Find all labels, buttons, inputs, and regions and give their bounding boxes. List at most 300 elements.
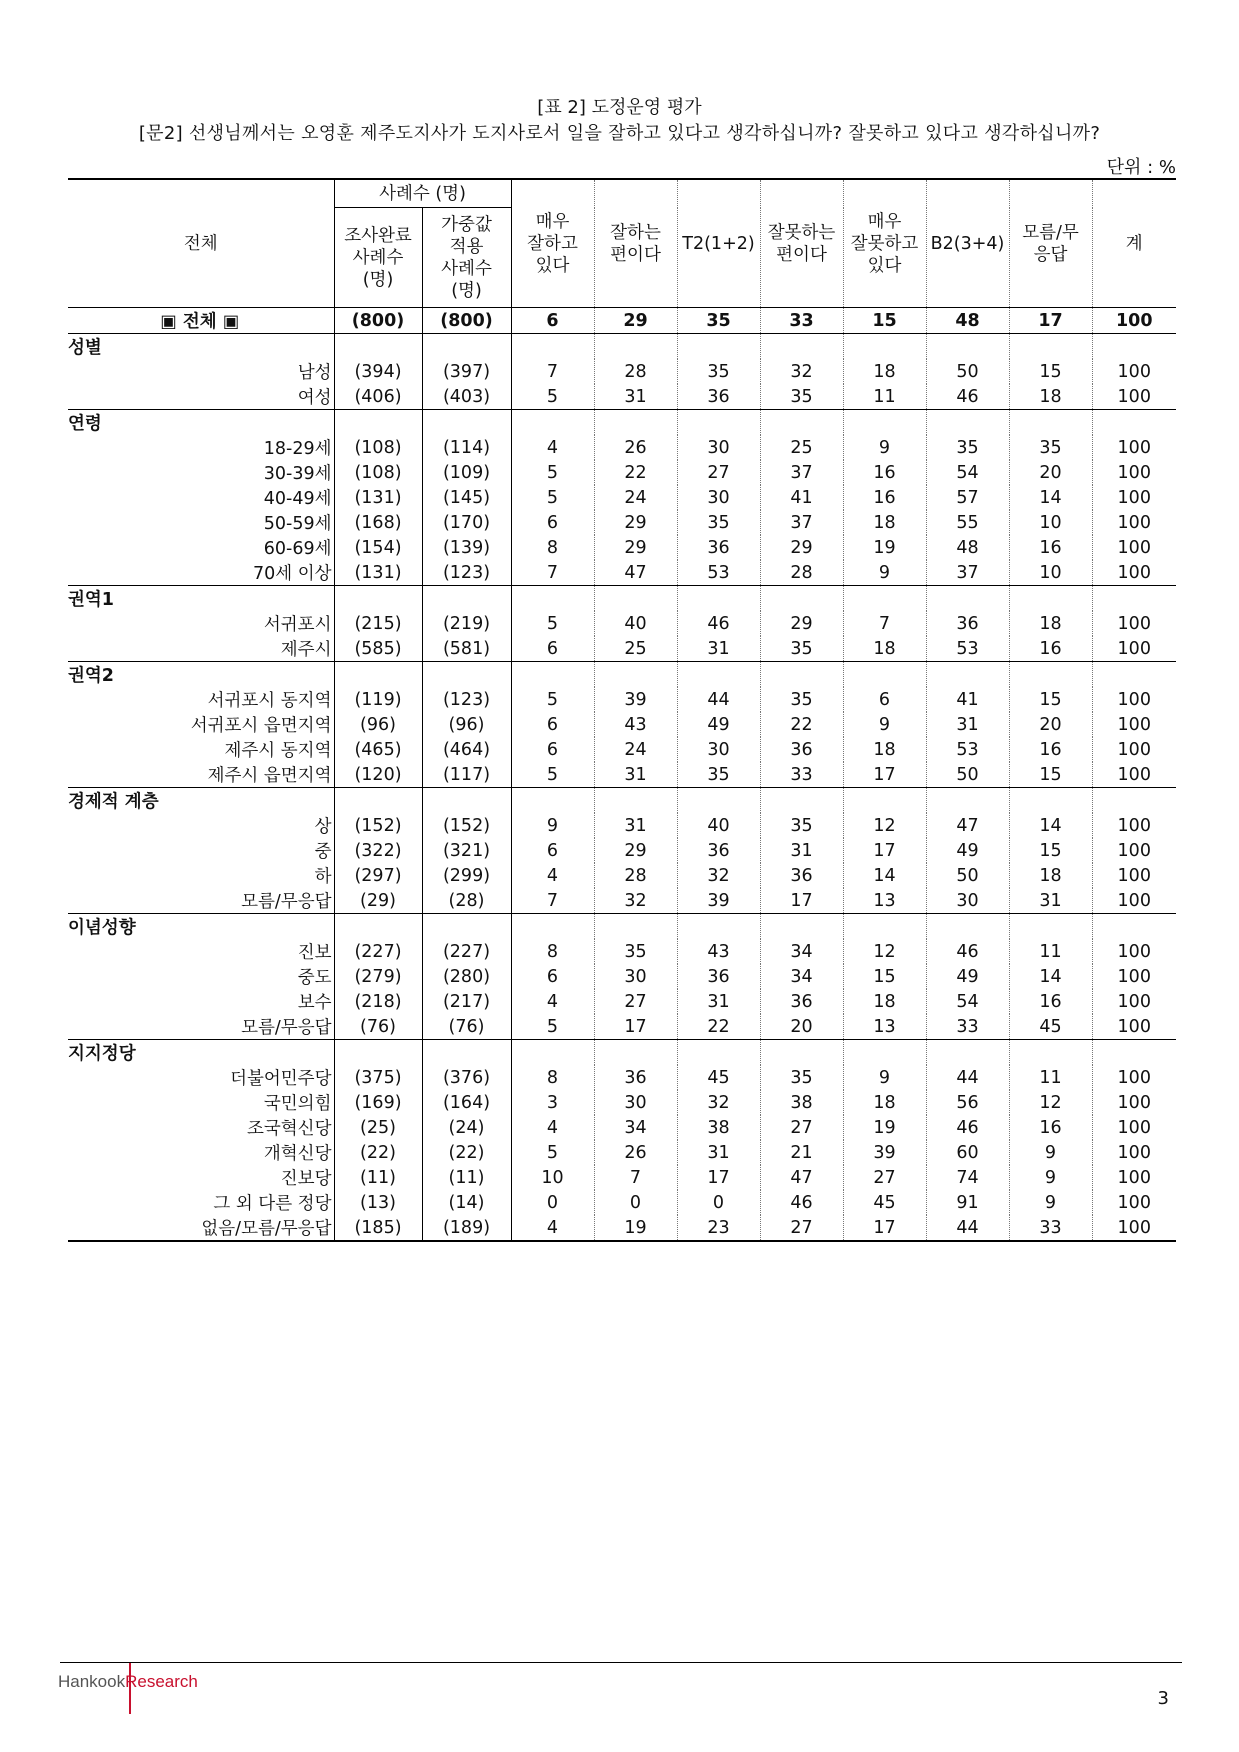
value-cell: 23 <box>677 1215 760 1241</box>
weighted-cases-cell: (581) <box>422 636 511 662</box>
table-row <box>68 535 1176 560</box>
completed-cases-cell: (76) <box>334 1014 422 1040</box>
weighted-cases-cell: (117) <box>422 762 511 788</box>
group-label: 경제적 계층 <box>68 788 334 814</box>
empty-cell <box>334 410 422 436</box>
value-cell: 54 <box>926 989 1009 1014</box>
value-cell: 45 <box>677 1065 760 1090</box>
value-cell: 30 <box>594 1090 677 1115</box>
value-cell: 7 <box>511 888 594 914</box>
value-cell: 4 <box>511 863 594 888</box>
value-cell: 100 <box>1092 1065 1176 1090</box>
value-cell: 100 <box>1092 1165 1176 1190</box>
value-cell: 4 <box>511 989 594 1014</box>
value-cell: 35 <box>677 359 760 384</box>
empty-cell <box>843 1040 926 1066</box>
table-row <box>68 485 1176 510</box>
value-cell: 21 <box>760 1140 843 1165</box>
group-label: 권역1 <box>68 586 334 612</box>
value-cell: 53 <box>926 636 1009 662</box>
value-cell: 38 <box>760 1090 843 1115</box>
value-cell: 100 <box>1092 1090 1176 1115</box>
value-cell: 100 <box>1092 989 1176 1014</box>
weighted-cases-cell: (170) <box>422 510 511 535</box>
weighted-cases-cell: (189) <box>422 1215 511 1241</box>
empty-cell <box>511 788 594 814</box>
value-cell: 57 <box>926 485 1009 510</box>
value-cell: 0 <box>677 1190 760 1215</box>
value-cell: 20 <box>1009 712 1092 737</box>
value-cell: 41 <box>760 485 843 510</box>
value-cell: 33 <box>760 308 843 334</box>
value-cell: 5 <box>511 1140 594 1165</box>
empty-cell <box>677 1040 760 1066</box>
weighted-cases-cell: (28) <box>422 888 511 914</box>
group-row <box>68 334 1176 360</box>
value-cell: 14 <box>1009 485 1092 510</box>
completed-cases-cell: (297) <box>334 863 422 888</box>
value-cell: 100 <box>1092 535 1176 560</box>
value-cell: 19 <box>843 535 926 560</box>
value-cell: 17 <box>677 1165 760 1190</box>
weighted-cases-cell: (464) <box>422 737 511 762</box>
value-cell: 46 <box>926 384 1009 410</box>
value-cell: 27 <box>677 460 760 485</box>
empty-cell <box>1009 586 1092 612</box>
header-col: 매우 잘하고 있다 <box>511 179 594 308</box>
empty-cell <box>422 410 511 436</box>
empty-cell <box>926 662 1009 688</box>
value-cell: 15 <box>1009 762 1092 788</box>
completed-cases-cell: (29) <box>334 888 422 914</box>
table-row <box>68 384 1176 410</box>
value-cell: 49 <box>926 838 1009 863</box>
row-label: 중도 <box>297 968 332 988</box>
value-cell: 17 <box>1009 308 1092 334</box>
weighted-cases-cell: (299) <box>422 863 511 888</box>
value-cell: 18 <box>843 737 926 762</box>
value-cell: 5 <box>511 460 594 485</box>
value-cell: 4 <box>511 435 594 460</box>
value-cell: 47 <box>594 560 677 586</box>
completed-cases-cell: (120) <box>334 762 422 788</box>
empty-cell <box>334 662 422 688</box>
value-cell: 5 <box>511 485 594 510</box>
weighted-cases-cell: (22) <box>422 1140 511 1165</box>
company-logo <box>58 1672 198 1692</box>
value-cell: 46 <box>926 1115 1009 1140</box>
value-cell: 20 <box>1009 460 1092 485</box>
value-cell: 31 <box>677 636 760 662</box>
value-cell: 9 <box>1009 1165 1092 1190</box>
value-cell: 15 <box>1009 838 1092 863</box>
value-cell: 26 <box>594 1140 677 1165</box>
value-cell: 100 <box>1092 939 1176 964</box>
value-cell: 35 <box>760 813 843 838</box>
value-cell: 25 <box>594 636 677 662</box>
value-cell: 6 <box>511 510 594 535</box>
value-cell: 34 <box>594 1115 677 1140</box>
value-cell: 16 <box>1009 989 1092 1014</box>
value-cell: 48 <box>926 535 1009 560</box>
row-label: 18-29세 <box>263 439 332 459</box>
value-cell: 18 <box>843 359 926 384</box>
group-row <box>68 914 1176 940</box>
completed-cases-cell: (322) <box>334 838 422 863</box>
value-cell: 29 <box>594 308 677 334</box>
value-cell: 31 <box>594 384 677 410</box>
completed-cases-cell: (465) <box>334 737 422 762</box>
completed-cases-cell: (25) <box>334 1115 422 1140</box>
value-cell: 35 <box>677 762 760 788</box>
value-cell: 9 <box>843 712 926 737</box>
empty-cell <box>1092 334 1176 360</box>
value-cell: 46 <box>926 939 1009 964</box>
value-cell: 10 <box>1009 510 1092 535</box>
empty-cell <box>1092 662 1176 688</box>
empty-cell <box>511 662 594 688</box>
value-cell: 32 <box>677 1090 760 1115</box>
value-cell: 100 <box>1092 712 1176 737</box>
empty-cell <box>511 586 594 612</box>
value-cell: 27 <box>760 1115 843 1140</box>
value-cell: 100 <box>1092 435 1176 460</box>
value-cell: 100 <box>1092 1014 1176 1040</box>
completed-cases-cell: (215) <box>334 611 422 636</box>
value-cell: 28 <box>594 863 677 888</box>
value-cell: 18 <box>1009 863 1092 888</box>
row-label: 모름/무응답 <box>241 1018 332 1038</box>
empty-cell <box>926 410 1009 436</box>
table-body <box>68 308 1176 1242</box>
value-cell: 100 <box>1092 1140 1176 1165</box>
weighted-cases-cell: (800) <box>422 308 511 334</box>
empty-cell <box>926 586 1009 612</box>
empty-cell <box>843 914 926 940</box>
value-cell: 35 <box>677 510 760 535</box>
value-cell: 29 <box>760 611 843 636</box>
table-row <box>68 813 1176 838</box>
completed-cases-cell: (131) <box>334 485 422 510</box>
value-cell: 100 <box>1092 813 1176 838</box>
empty-cell <box>760 586 843 612</box>
value-cell: 31 <box>594 762 677 788</box>
value-cell: 100 <box>1092 359 1176 384</box>
unit-label: 단위 : % <box>1106 157 1176 178</box>
empty-cell <box>1092 914 1176 940</box>
header-col: 매우 잘못하고 있다 <box>843 179 926 308</box>
value-cell: 31 <box>760 838 843 863</box>
footer-rule <box>60 1662 1182 1663</box>
value-cell: 14 <box>843 863 926 888</box>
weighted-cases-cell: (152) <box>422 813 511 838</box>
empty-cell <box>594 662 677 688</box>
value-cell: 44 <box>926 1215 1009 1241</box>
weighted-cases-cell: (114) <box>422 435 511 460</box>
value-cell: 28 <box>760 560 843 586</box>
value-cell: 18 <box>1009 611 1092 636</box>
value-cell: 25 <box>760 435 843 460</box>
completed-cases-cell: (800) <box>334 308 422 334</box>
value-cell: 7 <box>511 359 594 384</box>
value-cell: 39 <box>843 1140 926 1165</box>
value-cell: 48 <box>926 308 1009 334</box>
value-cell: 40 <box>594 611 677 636</box>
value-cell: 40 <box>677 813 760 838</box>
value-cell: 31 <box>677 1140 760 1165</box>
row-label: 조국혁신당 <box>246 1119 332 1139</box>
table-row <box>68 1090 1176 1115</box>
value-cell: 8 <box>511 535 594 560</box>
completed-cases-cell: (185) <box>334 1215 422 1241</box>
empty-cell <box>1009 914 1092 940</box>
value-cell: 49 <box>677 712 760 737</box>
empty-cell <box>1009 1040 1092 1066</box>
total-row <box>68 308 1176 334</box>
value-cell: 14 <box>1009 813 1092 838</box>
value-cell: 33 <box>926 1014 1009 1040</box>
value-cell: 53 <box>677 560 760 586</box>
value-cell: 100 <box>1092 485 1176 510</box>
value-cell: 16 <box>1009 535 1092 560</box>
value-cell: 100 <box>1092 308 1176 334</box>
row-label: 서귀포시 <box>263 615 332 635</box>
value-cell: 46 <box>677 611 760 636</box>
value-cell: 26 <box>594 435 677 460</box>
weighted-cases-cell: (109) <box>422 460 511 485</box>
empty-cell <box>594 914 677 940</box>
value-cell: 0 <box>594 1190 677 1215</box>
weighted-cases-cell: (376) <box>422 1065 511 1090</box>
completed-cases-cell: (11) <box>334 1165 422 1190</box>
empty-cell <box>334 334 422 360</box>
value-cell: 9 <box>1009 1190 1092 1215</box>
value-cell: 55 <box>926 510 1009 535</box>
value-cell: 5 <box>511 1014 594 1040</box>
empty-cell <box>760 1040 843 1066</box>
row-label: 제주시 읍면지역 <box>207 766 332 786</box>
empty-cell <box>677 788 760 814</box>
value-cell: 17 <box>843 1215 926 1241</box>
row-label: 하 <box>314 867 332 887</box>
value-cell: 35 <box>760 1065 843 1090</box>
value-cell: 45 <box>1009 1014 1092 1040</box>
logo-text-hankook: Hankook <box>58 1672 126 1691</box>
value-cell: 18 <box>843 636 926 662</box>
value-cell: 13 <box>843 1014 926 1040</box>
row-label: 50-59세 <box>263 514 332 534</box>
row-label: 그 외 다른 정당 <box>213 1194 332 1214</box>
table-row <box>68 1215 1176 1241</box>
completed-cases-cell: (227) <box>334 939 422 964</box>
group-label: 지지정당 <box>68 1040 334 1066</box>
empty-cell <box>594 410 677 436</box>
value-cell: 36 <box>677 964 760 989</box>
completed-cases-cell: (108) <box>334 435 422 460</box>
value-cell: 30 <box>677 737 760 762</box>
empty-cell <box>594 334 677 360</box>
value-cell: 11 <box>843 384 926 410</box>
empty-cell <box>843 586 926 612</box>
value-cell: 33 <box>760 762 843 788</box>
value-cell: 6 <box>843 687 926 712</box>
value-cell: 39 <box>677 888 760 914</box>
value-cell: 6 <box>511 712 594 737</box>
value-cell: 4 <box>511 1115 594 1140</box>
value-cell: 29 <box>760 535 843 560</box>
table-row <box>68 1140 1176 1165</box>
value-cell: 16 <box>1009 1115 1092 1140</box>
empty-cell <box>334 1040 422 1066</box>
group-row <box>68 788 1176 814</box>
weighted-cases-cell: (123) <box>422 687 511 712</box>
empty-cell <box>926 1040 1009 1066</box>
value-cell: 16 <box>843 460 926 485</box>
empty-cell <box>760 410 843 436</box>
value-cell: 11 <box>1009 1065 1092 1090</box>
completed-cases-cell: (585) <box>334 636 422 662</box>
value-cell: 4 <box>511 1215 594 1241</box>
value-cell: 53 <box>926 737 1009 762</box>
value-cell: 36 <box>760 863 843 888</box>
empty-cell <box>677 662 760 688</box>
value-cell: 6 <box>511 308 594 334</box>
value-cell: 47 <box>760 1165 843 1190</box>
value-cell: 8 <box>511 939 594 964</box>
value-cell: 20 <box>760 1014 843 1040</box>
value-cell: 43 <box>677 939 760 964</box>
value-cell: 100 <box>1092 460 1176 485</box>
completed-cases-cell: (169) <box>334 1090 422 1115</box>
page-number: 3 <box>1157 1688 1169 1709</box>
value-cell: 7 <box>594 1165 677 1190</box>
value-cell: 30 <box>677 485 760 510</box>
value-cell: 10 <box>1009 560 1092 586</box>
value-cell: 50 <box>926 863 1009 888</box>
empty-cell <box>422 788 511 814</box>
completed-cases-cell: (22) <box>334 1140 422 1165</box>
value-cell: 35 <box>760 636 843 662</box>
empty-cell <box>422 914 511 940</box>
value-cell: 5 <box>511 762 594 788</box>
empty-cell <box>422 586 511 612</box>
value-cell: 5 <box>511 384 594 410</box>
value-cell: 36 <box>677 838 760 863</box>
group-row <box>68 662 1176 688</box>
empty-cell <box>760 662 843 688</box>
table-row <box>68 989 1176 1014</box>
value-cell: 100 <box>1092 1215 1176 1241</box>
table-row <box>68 888 1176 914</box>
empty-cell <box>677 586 760 612</box>
completed-cases-cell: (406) <box>334 384 422 410</box>
row-label: 제주시 <box>280 640 332 660</box>
value-cell: 29 <box>594 838 677 863</box>
value-cell: 12 <box>843 939 926 964</box>
empty-cell <box>1009 334 1092 360</box>
value-cell: 18 <box>1009 384 1092 410</box>
row-label: 40-49세 <box>263 489 332 509</box>
table-row <box>68 1190 1176 1215</box>
value-cell: 32 <box>760 359 843 384</box>
value-cell: 35 <box>1009 435 1092 460</box>
value-cell: 18 <box>843 989 926 1014</box>
table-row <box>68 712 1176 737</box>
weighted-cases-cell: (219) <box>422 611 511 636</box>
value-cell: 36 <box>677 384 760 410</box>
row-label: 진보당 <box>280 1169 332 1189</box>
row-label: 제주시 동지역 <box>224 741 332 761</box>
row-label: 30-39세 <box>263 464 332 484</box>
value-cell: 30 <box>677 435 760 460</box>
row-label: 모름/무응답 <box>241 892 332 912</box>
completed-cases-cell: (154) <box>334 535 422 560</box>
header-weighted-cases: 가중값 적용 사례수 (명) <box>422 208 511 308</box>
value-cell: 31 <box>677 989 760 1014</box>
value-cell: 100 <box>1092 863 1176 888</box>
value-cell: 24 <box>594 485 677 510</box>
value-cell: 35 <box>760 687 843 712</box>
table-row <box>68 1165 1176 1190</box>
value-cell: 31 <box>594 813 677 838</box>
value-cell: 0 <box>511 1190 594 1215</box>
empty-cell <box>1092 586 1176 612</box>
value-cell: 91 <box>926 1190 1009 1215</box>
value-cell: 34 <box>760 964 843 989</box>
row-label: 여성 <box>297 388 332 408</box>
value-cell: 29 <box>594 510 677 535</box>
value-cell: 60 <box>926 1140 1009 1165</box>
value-cell: 15 <box>1009 359 1092 384</box>
empty-cell <box>760 334 843 360</box>
value-cell: 9 <box>1009 1140 1092 1165</box>
table-row <box>68 1014 1176 1040</box>
value-cell: 35 <box>677 308 760 334</box>
value-cell: 41 <box>926 687 1009 712</box>
empty-cell <box>1092 1040 1176 1066</box>
completed-cases-cell: (108) <box>334 460 422 485</box>
value-cell: 16 <box>1009 737 1092 762</box>
completed-cases-cell: (375) <box>334 1065 422 1090</box>
row-label: 남성 <box>297 363 332 383</box>
weighted-cases-cell: (96) <box>422 712 511 737</box>
value-cell: 47 <box>926 813 1009 838</box>
value-cell: 22 <box>760 712 843 737</box>
value-cell: 33 <box>1009 1215 1092 1241</box>
table-row <box>68 359 1176 384</box>
value-cell: 15 <box>843 964 926 989</box>
value-cell: 13 <box>843 888 926 914</box>
value-cell: 27 <box>843 1165 926 1190</box>
header-col: T2(1+2) <box>677 179 760 308</box>
value-cell: 74 <box>926 1165 1009 1190</box>
empty-cell <box>511 334 594 360</box>
empty-cell <box>1009 788 1092 814</box>
value-cell: 100 <box>1092 964 1176 989</box>
value-cell: 19 <box>594 1215 677 1241</box>
value-cell: 30 <box>926 888 1009 914</box>
table-header <box>68 179 1176 308</box>
group-label: 연령 <box>68 410 334 436</box>
value-cell: 7 <box>843 611 926 636</box>
value-cell: 29 <box>594 535 677 560</box>
header-label: 전체 <box>68 179 334 308</box>
value-cell: 22 <box>677 1014 760 1040</box>
value-cell: 31 <box>926 712 1009 737</box>
weighted-cases-cell: (217) <box>422 989 511 1014</box>
empty-cell <box>511 410 594 436</box>
value-cell: 16 <box>1009 636 1092 662</box>
